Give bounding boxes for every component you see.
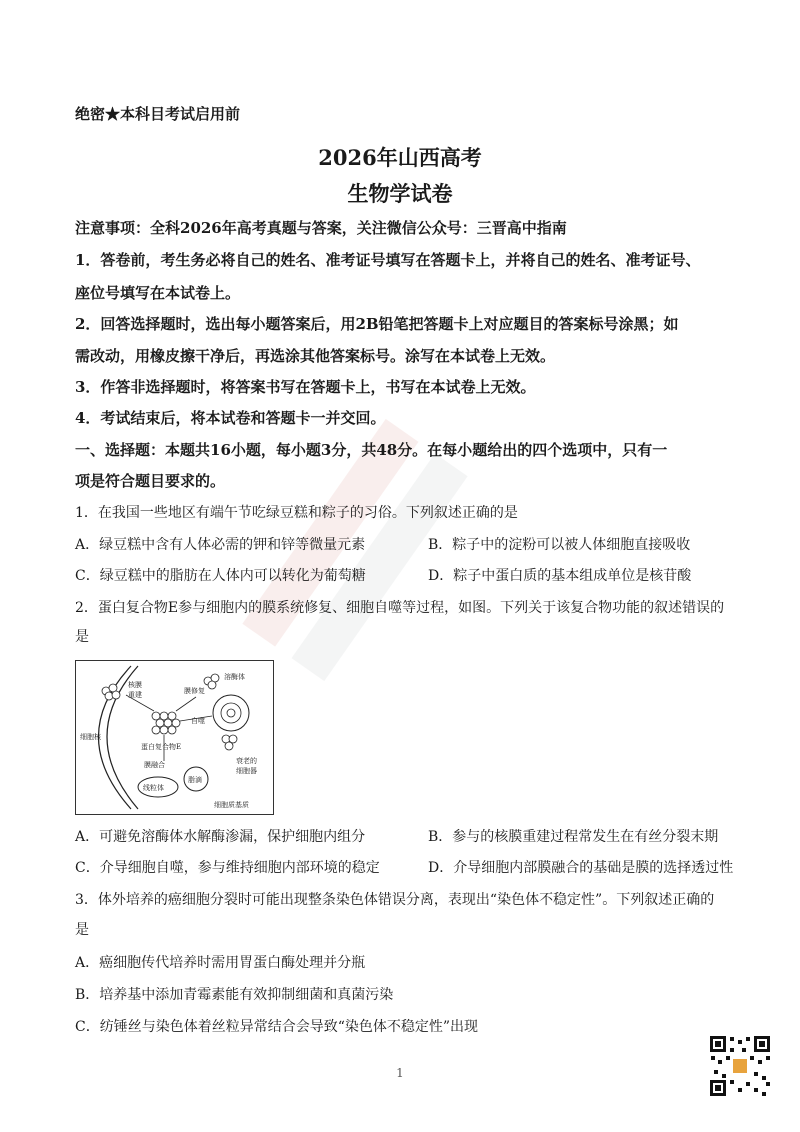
notice-item-1-line-2: 座位号填写在本试卷上。 [75, 284, 241, 302]
membrane-system-diagram [76, 661, 273, 814]
notice-item-1-line-1: 1．答卷前，考生务必将自己的姓名、准考证号填写在答题卡上，并将自己的姓名、准考证号、 [75, 251, 701, 269]
q2-stem-line-1: 2．蛋白复合物E参与细胞内的膜系统修复、细胞自噬等过程，如图。下列关于该复合物功能的叙述错误的 [75, 600, 725, 616]
q2-stem-line-2: 是 [75, 629, 89, 645]
exam-subtitle: 生物学试卷 [347, 181, 453, 206]
q1-option-d: D．粽子中蛋白质的基本组成单位是核苷酸 [428, 568, 692, 584]
nucleus-label: 细胞核 [80, 733, 101, 741]
nuclear-rebuild-label-1: 核膜 [128, 681, 142, 689]
top-secret-label: 绝密★本科目考试启用前 [75, 105, 241, 123]
qr-code-icon [708, 1034, 772, 1098]
aging-organelle-label-2: 细胞器 [236, 767, 257, 775]
autophagy-label: 自噬 [191, 717, 205, 725]
mitochondria-label: 线粒体 [143, 784, 164, 792]
lipid-label: 脂滴 [188, 776, 202, 784]
q3-stem-line-1: 3．体外培养的癌细胞分裂时可能出现整条染色体错误分离，表现出“染色体不稳定性”。下列叙述正确的 [75, 892, 715, 908]
q3-option-b: B．培养基中添加青霉素能有效抑制细菌和真菌污染 [75, 987, 394, 1003]
q2-option-b: B．参与的核膜重建过程常发生在有丝分裂末期 [428, 829, 719, 845]
nuclear-rebuild-label-2: 重建 [128, 691, 142, 699]
complex-label: 蛋白复合物E [141, 743, 182, 751]
section-heading-line-2: 项是符合题目要求的。 [75, 472, 226, 490]
notice-item-3: 3．作答非选择题时，将答案书写在答题卡上，书写在本试卷上无效。 [75, 378, 536, 396]
q2-option-d: D．介导细胞内部膜融合的基础是膜的选择透过性 [428, 860, 734, 876]
q2-figure [75, 660, 274, 815]
q3-option-a: A．癌细胞传代培养时需用胃蛋白酶处理并分瓶 [75, 955, 366, 971]
membrane-repair-label: 膜修复 [184, 687, 205, 695]
q2-option-a: A．可避免溶酶体水解酶渗漏，保护细胞内组分 [75, 829, 366, 845]
section-heading-line-1: 一、选择题：本题共16小题，每小题3分，共48分。在每小题给出的四个选项中，只有一 [75, 441, 668, 459]
q1-option-c: C．绿豆糕中的脂肪在人体内可以转化为葡萄糖 [75, 568, 366, 584]
page-number: 1 [396, 1066, 404, 1080]
notice-item-4: 4．考试结束后，将本试卷和答题卡一并交回。 [75, 409, 386, 427]
q1-stem: 1．在我国一些地区有端午节吃绿豆糕和粽子的习俗。下列叙述正确的是 [75, 505, 518, 521]
q2-option-c: C．介导细胞自噬，参与维持细胞内部环境的稳定 [75, 860, 380, 876]
aging-organelle-label-1: 衰老的 [236, 757, 257, 765]
lysosome-label: 溶酶体 [224, 673, 245, 681]
q1-option-a: A．绿豆糕中含有人体必需的钾和锌等微量元素 [75, 537, 366, 553]
notice-item-2-line-1: 2．回答选择题时，选出每小题答案后，用2B铅笔把答题卡上对应题目的答案标号涂黑；如 [75, 315, 679, 333]
notice-item-2-line-2: 需改动，用橡皮擦干净后，再选涂其他答案标号。涂写在本试卷上无效。 [75, 347, 556, 365]
q3-stem-line-2: 是 [75, 922, 89, 938]
notice-heading: 注意事项：全科2026年高考真题与答案，关注微信公众号：三晋高中指南 [75, 219, 567, 237]
cytoplasm-label: 细胞质基质 [214, 801, 249, 809]
q1-option-b: B．粽子中的淀粉可以被人体细胞直接吸收 [428, 537, 691, 553]
q3-option-c: C．纺锤丝与染色体着丝粒异常结合会导致“染色体不稳定性”出现 [75, 1019, 479, 1035]
fusion-label: 膜融合 [144, 761, 165, 769]
exam-title: 2026年山西高考 [318, 145, 482, 170]
